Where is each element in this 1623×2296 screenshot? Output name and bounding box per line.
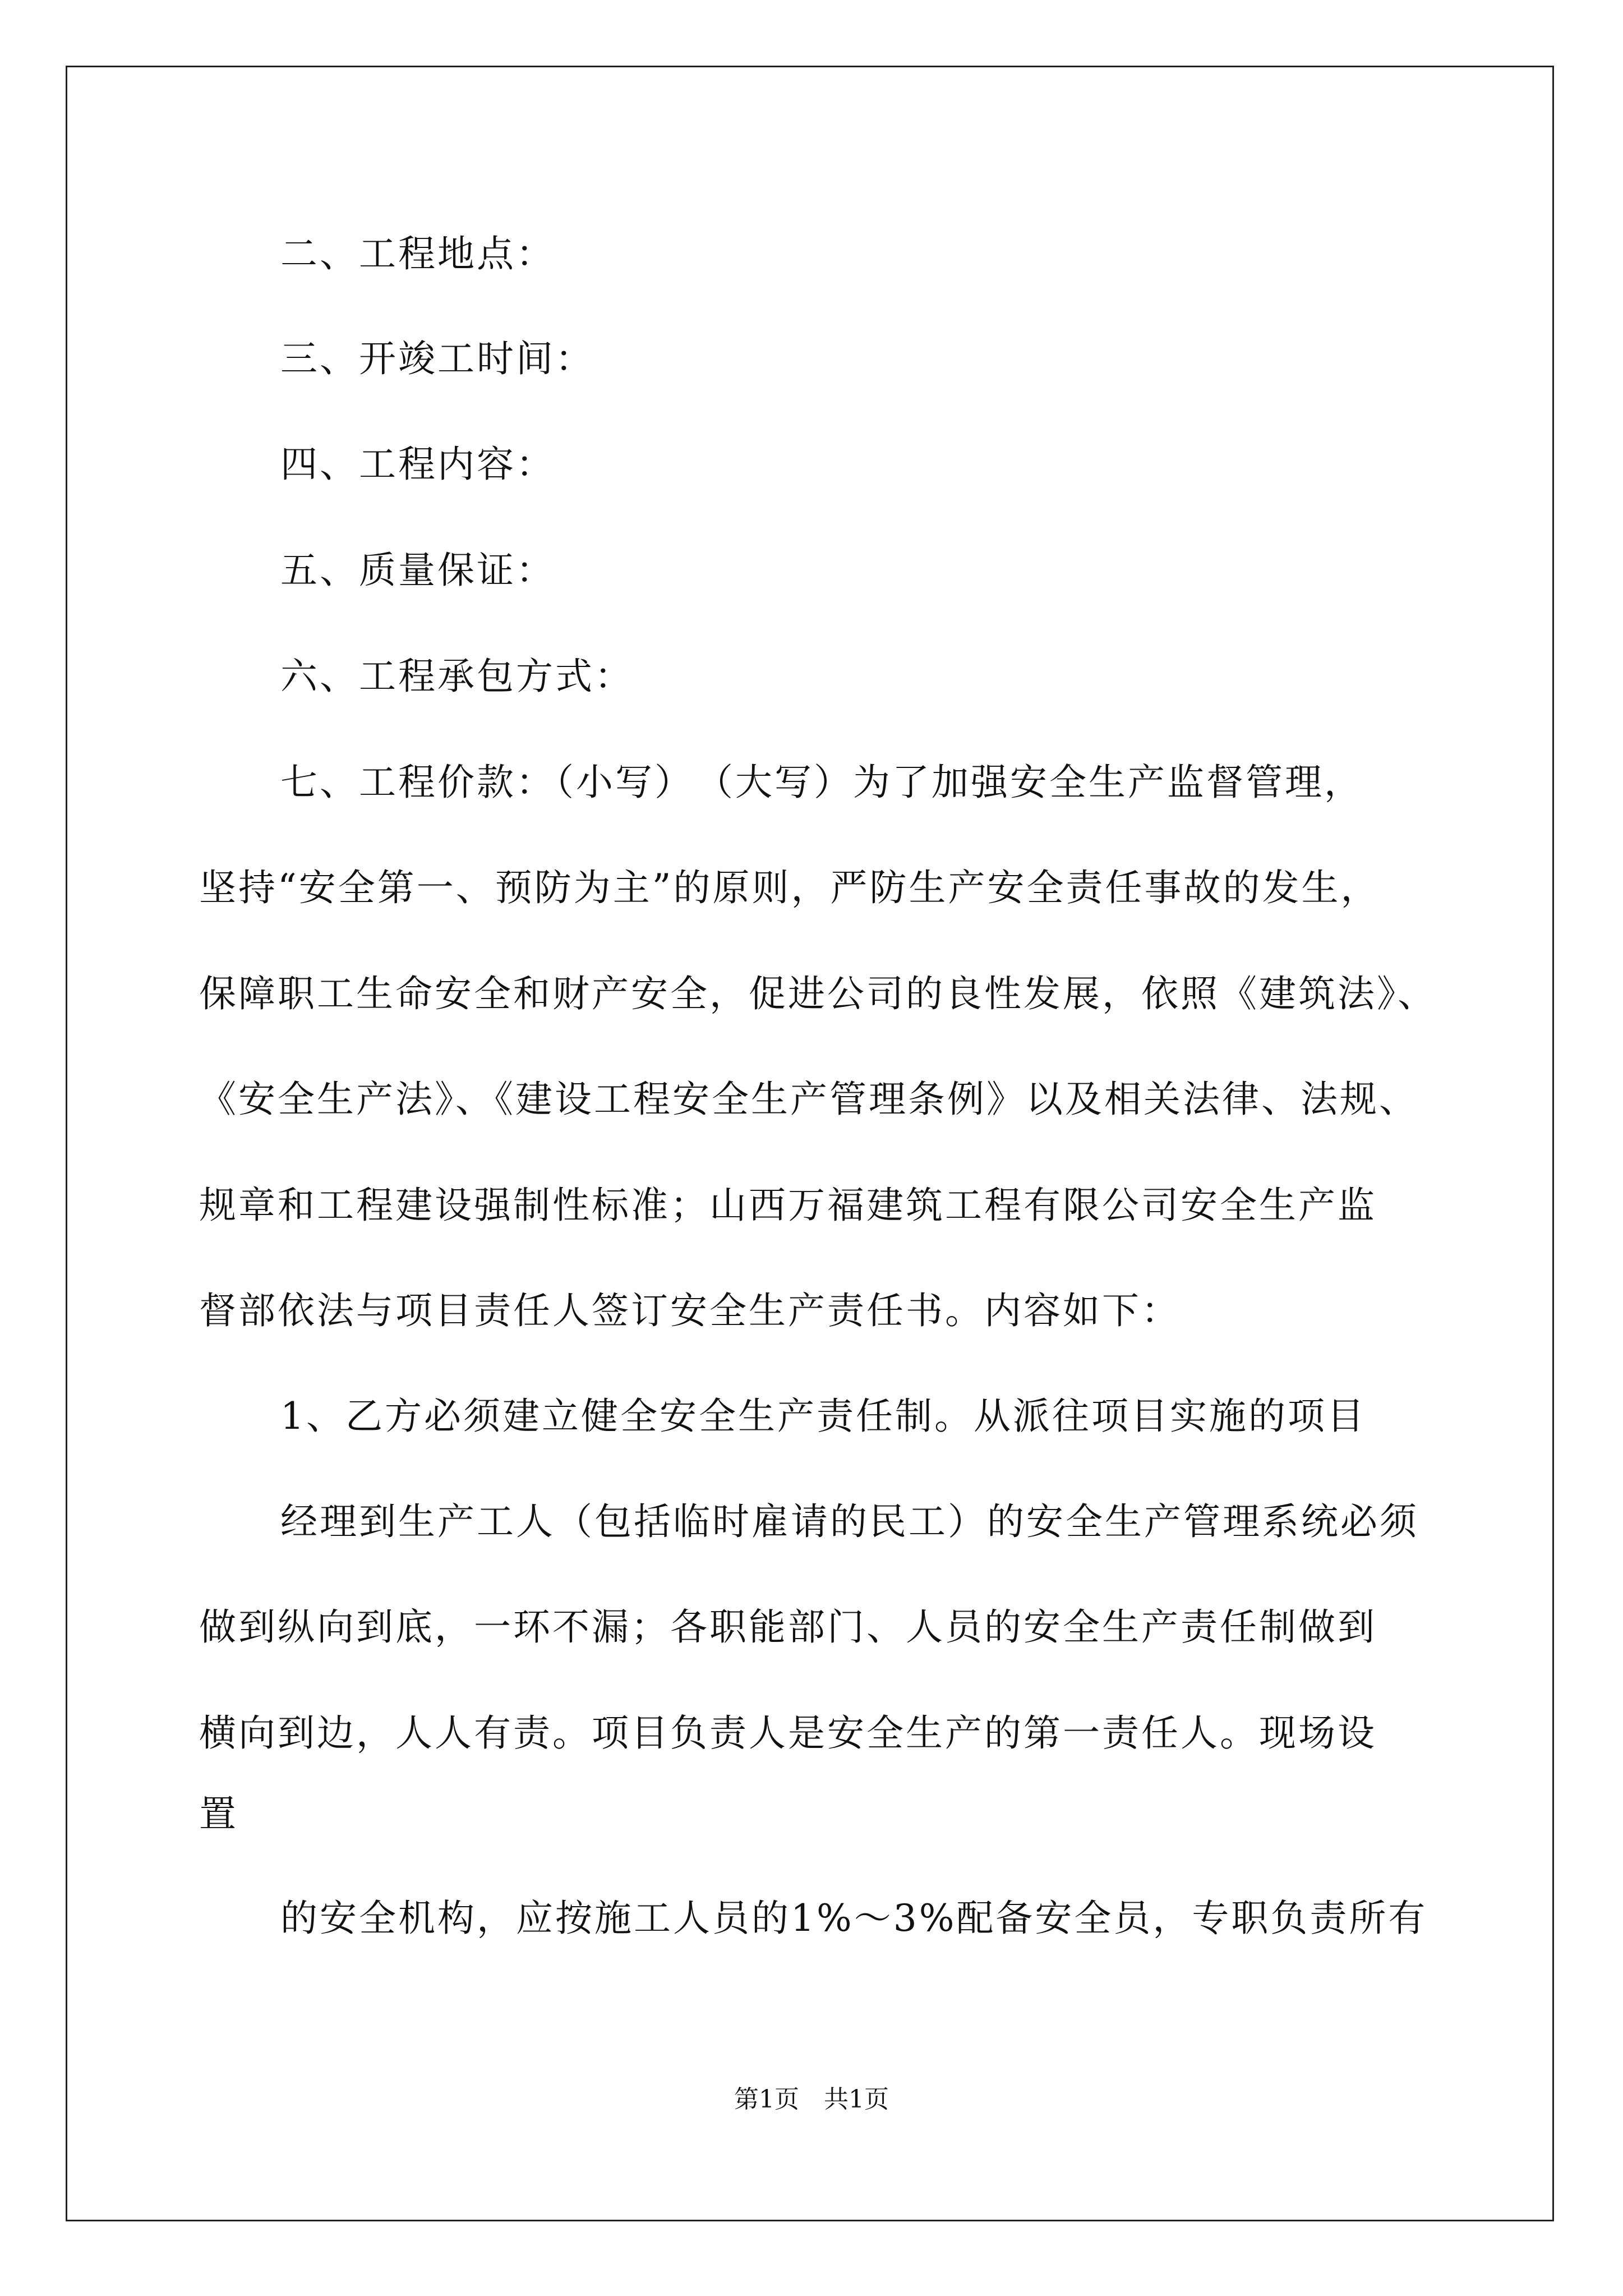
body-line: 规章和工程建设强制性标准；山西万福建筑工程有限公司安全生产监 xyxy=(199,1184,1377,1227)
body-line: 《安全生产法》、《建设工程安全生产管理条例》以及相关法律、法规、 xyxy=(199,1078,1418,1121)
page-footer: 第1页 共1页 xyxy=(734,2085,889,2114)
section-content: 四、工程内容： xyxy=(280,443,555,486)
body-line: 的安全机构，应按施工人员的1%～3%配备安全员，专职负责所有 xyxy=(280,1897,1428,1940)
body-line: 做到纵向到底，一环不漏；各职能部门、人员的安全生产责任制做到 xyxy=(199,1605,1377,1649)
section-contract-mode: 六、工程承包方式： xyxy=(280,655,634,698)
body-line: 坚持“安全第一、预防为主”的原则，严防生产安全责任事故的发生， xyxy=(199,866,1380,909)
section-location: 二、工程地点： xyxy=(280,232,555,275)
body-line: 置 xyxy=(199,1792,238,1835)
body-line: 横向到边，人人有责。项目负责人是安全生产的第一责任人。现场设 xyxy=(199,1711,1377,1755)
section-quality: 五、质量保证： xyxy=(280,549,555,592)
body-line: 督部依法与项目责任人签订安全生产责任书。内容如下： xyxy=(199,1289,1181,1332)
body-line: 保障职工生命安全和财产安全，促进公司的良性发展，依照《建筑法》、 xyxy=(199,972,1437,1015)
section-price: 七、工程价款：（小写） （大写）为了加强安全生产监督管理， xyxy=(280,761,1363,804)
body-line: 经理到生产工人（包括临时雇请的民工）的安全生产管理系统必须 xyxy=(280,1500,1419,1543)
clause-1: 1、乙方必须建立健全安全生产责任制。从派往项目实施的项目 xyxy=(280,1395,1366,1438)
section-schedule: 三、开竣工时间： xyxy=(280,337,594,380)
